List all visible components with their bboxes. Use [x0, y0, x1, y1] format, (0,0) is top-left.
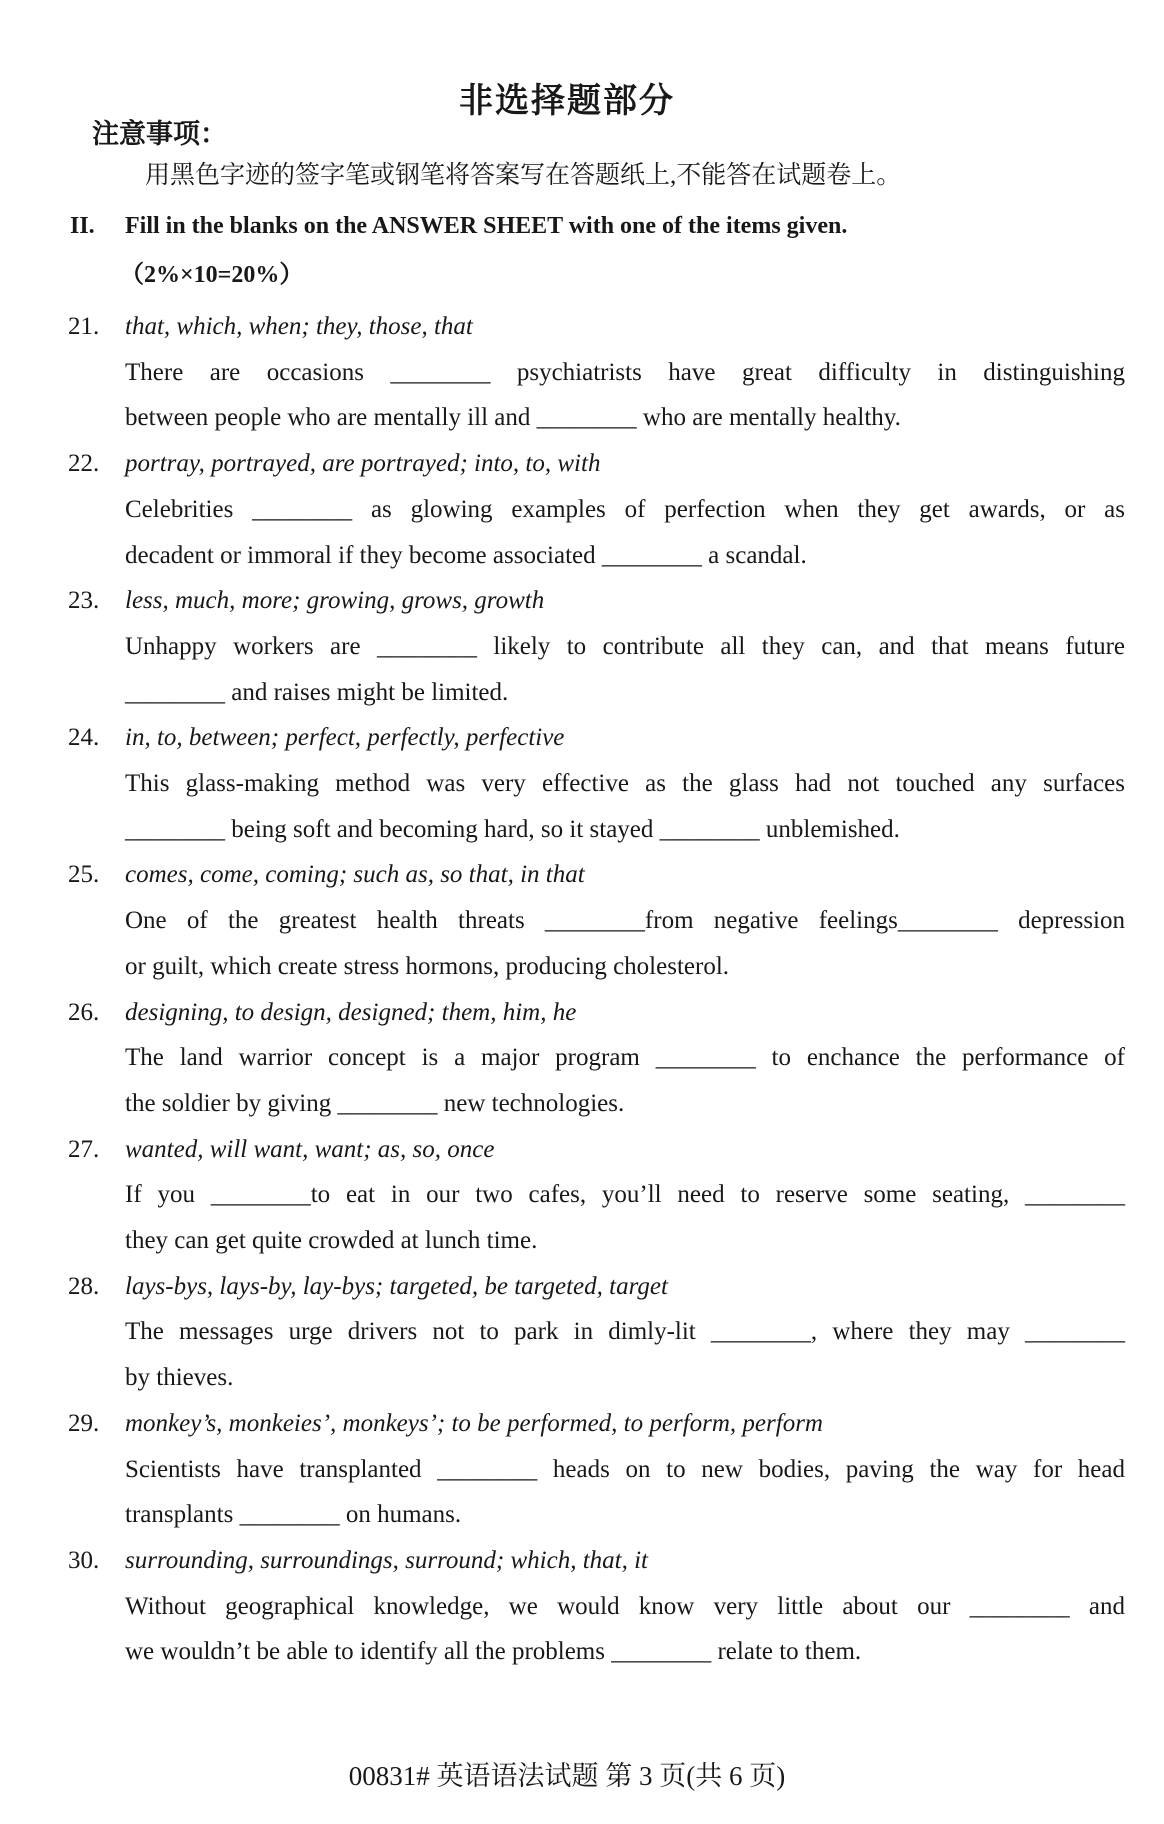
question-sentence-line: between people who are mentally ill and ________ who are mentally healthy.	[125, 404, 901, 432]
question-sentence-line: Celebrities ________ as glowing examples of perfection when they get awards, or as	[125, 495, 1125, 523]
question-number: 23.	[68, 587, 100, 615]
question-number: 26.	[68, 998, 100, 1026]
question-item-21	[68, 304, 1125, 441]
question-options: less, much, more; growing, grows, growth	[125, 587, 545, 615]
question-sentence-line: or guilt, which create stress hormons, producing cholesterol.	[125, 952, 730, 980]
question-item-28	[68, 1264, 1125, 1401]
question-item-24	[68, 715, 1125, 852]
question-sentence-line: Scientists have transplanted ________ heads on to new bodies, paving the way for head	[125, 1455, 1125, 1483]
notice-text: 用黑色字迹的签字笔或钢笔将答案写在答题纸上,不能答在试题卷上。	[145, 162, 902, 189]
question-sentence-line: One of the greatest health threats ________from negative feelings________ depression	[125, 907, 1125, 935]
question-sentence-line: The messages urge drivers not to park in dimly-lit ________, where they may ________	[125, 1318, 1125, 1346]
question-list	[68, 304, 1125, 1675]
question-options: monkey’s, monkeies’, monkeys’; to be performed, to perform, perform	[125, 1409, 823, 1437]
question-item-30	[68, 1538, 1125, 1675]
section-heading	[70, 208, 847, 244]
question-sentence-line: ________ being soft and becoming hard, so it stayed ________ unblemished.	[125, 815, 900, 843]
question-sentence-line: There are occasions ________ psychiatrists have great difficulty in distinguishing	[125, 358, 1125, 386]
question-sentence-line: The land warrior concept is a major program ________ to enchance the performance of	[125, 1044, 1125, 1072]
question-item-29	[68, 1401, 1125, 1538]
section-number: II.	[70, 213, 95, 239]
question-sentence-line: we wouldn’t be able to identify all the problems ________ relate to them.	[125, 1638, 862, 1666]
question-item-22	[68, 441, 1125, 578]
question-sentence-line: transplants ________ on humans.	[125, 1501, 462, 1529]
question-item-25	[68, 852, 1125, 989]
question-sentence-line: by thieves.	[125, 1364, 234, 1392]
question-number: 24.	[68, 724, 100, 752]
question-sentence-line: Without geographical knowledge, we would know very little about our ________ and	[125, 1592, 1125, 1620]
question-options: portray, portrayed, are portrayed; into, to, with	[125, 450, 601, 478]
question-sentence-line: ________ and raises might be limited.	[125, 678, 509, 706]
question-item-23	[68, 578, 1125, 715]
question-options: lays-bys, lays-by, lay-bys; targeted, be targeted, target	[125, 1272, 668, 1300]
question-number: 30.	[68, 1546, 100, 1574]
section-instruction: Fill in the blanks on the ANSWER SHEET with one of the items given.	[125, 213, 848, 239]
question-options: surrounding, surroundings, surround; which, that, it	[125, 1546, 648, 1574]
question-sentence-line: If you ________to eat in our two cafes, you’ll need to reserve some seating, ________	[125, 1181, 1125, 1209]
question-options: in, to, between; perfect, perfectly, perfective	[125, 724, 565, 752]
question-item-26	[68, 990, 1125, 1127]
question-sentence-line: they can get quite crowded at lunch time.	[125, 1227, 538, 1255]
question-options: designing, to design, designed; them, him, he	[125, 998, 577, 1026]
question-number: 25.	[68, 861, 100, 889]
question-options: that, which, when; they, those, that	[125, 313, 473, 340]
question-number: 27.	[68, 1135, 100, 1163]
question-number: 29.	[68, 1409, 100, 1437]
page-title: 非选择题部分	[459, 81, 675, 120]
notice-heading: 注意事项：	[92, 119, 227, 149]
question-sentence-line: This glass-making method was very effective as the glass had not touched any surfaces	[125, 770, 1125, 798]
page-footer: 00831# 英语语法试题 第 3 页(共 6 页)	[348, 1761, 786, 1791]
section-points: （2%×10=20%）	[120, 262, 304, 288]
question-sentence-line: Unhappy workers are ________ likely to contribute all they can, and that means future	[125, 632, 1125, 660]
question-number: 21.	[68, 313, 100, 340]
question-options: comes, come, coming; such as, so that, in that	[125, 861, 585, 889]
question-options: wanted, will want, want; as, so, once	[125, 1135, 495, 1163]
question-item-27	[68, 1127, 1125, 1264]
question-sentence-line: the soldier by giving ________ new technologies.	[125, 1089, 625, 1117]
question-sentence-line: decadent or immoral if they become associated ________ a scandal.	[125, 541, 807, 569]
question-number: 28.	[68, 1272, 100, 1300]
question-number: 22.	[68, 450, 100, 478]
